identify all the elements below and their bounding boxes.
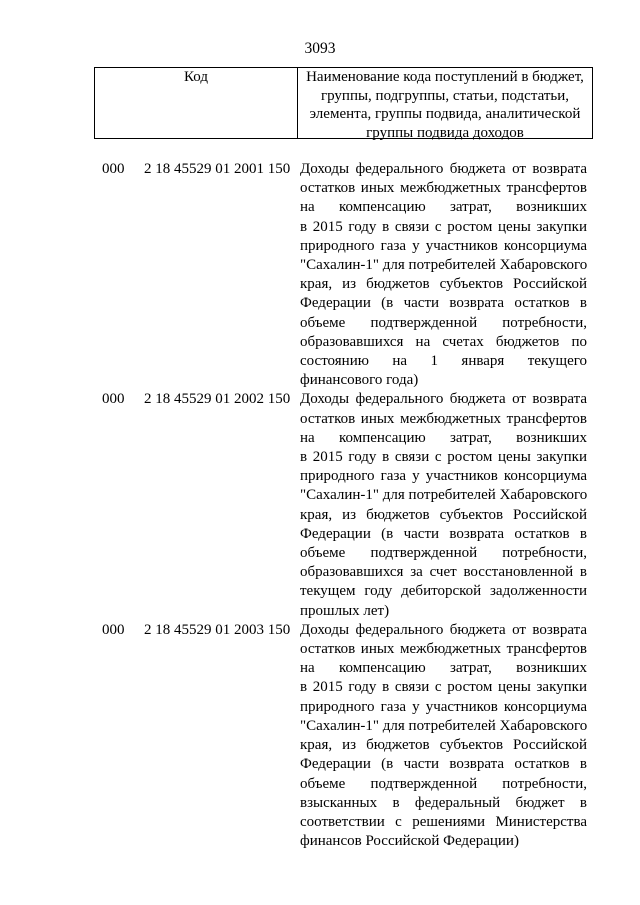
header-name-line: элемента, группы подвида, аналитической — [309, 106, 581, 122]
description-line: края, из бюджетов субъектов Российской — [300, 737, 587, 754]
description-line: в 2015 году в связи с ростом цены закупки — [300, 218, 587, 235]
income-code: 2 18 45529 01 2003 150 — [144, 621, 291, 638]
description-line: на компенсацию затрат, возникших — [300, 199, 587, 216]
description-line: "Сахалин-1" для потребителей Хабаровского — [300, 717, 588, 734]
admin-code: 000 — [102, 161, 125, 177]
description-line: Федерации (в части возврата остатков в — [300, 525, 587, 542]
description-line: природного газа у участников консорциума — [300, 468, 587, 485]
description-line: "Сахалин-1" для потребителей Хабаровского — [300, 257, 588, 274]
description-line: края, из бюджетов субъектов Российской — [300, 276, 587, 293]
income-description — [300, 621, 587, 851]
description-line: на компенсацию затрат, возникших — [300, 660, 587, 677]
header-name-line: группы, подгруппы, статьи, подстатьи, — [320, 87, 570, 104]
page-number: 3093 — [304, 40, 336, 57]
admin-code: 000 — [102, 621, 125, 638]
header-code-column: Код — [95, 68, 298, 138]
income-description — [300, 160, 587, 390]
description-line: объеме подтвержденной потребности, — [300, 314, 587, 331]
description-line: на компенсацию затрат, возникших — [300, 429, 587, 446]
description-line: "Сахалин-1" для потребителей Хабаровского — [300, 487, 588, 504]
description-line: в 2015 году в связи с ростом цены закупки — [300, 449, 587, 466]
description-line: прошлых лет) — [300, 602, 390, 619]
income-code: 2 18 45529 01 2001 150 — [144, 161, 291, 177]
description-line: финансового года) — [300, 372, 419, 389]
description-line: финансов Российской Федерации) — [300, 833, 519, 850]
description-line: объеме подтвержденной потребности, — [300, 775, 587, 792]
description-line: образовавшихся на счетах бюджетов по — [300, 333, 587, 350]
admin-code: 000 — [102, 391, 125, 408]
description-line: состоянию на 1 января текущего — [300, 353, 587, 370]
description-line: остатков иных межбюджетных трансфертов — [300, 641, 587, 658]
description-line: соответствии с решениями Министерства — [300, 813, 587, 830]
description-line: Доходы федерального бюджета от возврата — [300, 161, 587, 177]
table-row — [0, 160, 640, 390]
description-line: взысканных в федеральный бюджет в — [300, 794, 587, 811]
table-body — [0, 160, 640, 851]
table-row — [0, 390, 640, 620]
description-line: Федерации (в части возврата остатков в — [300, 295, 587, 312]
header-name-line: группы подвида доходов — [366, 124, 524, 141]
description-line: природного газа у участников консорциума — [300, 237, 587, 254]
table-header — [94, 67, 593, 139]
header-name-column — [298, 68, 592, 141]
table-row — [0, 621, 640, 851]
description-line: Доходы федерального бюджета от возврата — [300, 391, 587, 408]
description-line: края, из бюджетов субъектов Российской — [300, 506, 587, 523]
description-line: текущем году дебиторской задолженности — [300, 583, 587, 600]
income-code: 2 18 45529 01 2002 150 — [144, 391, 291, 408]
description-line: Доходы федерального бюджета от возврата — [300, 621, 587, 638]
description-line: остатков иных межбюджетных трансфертов — [300, 180, 587, 197]
description-line: объеме подтвержденной потребности, — [300, 545, 587, 562]
description-line: природного газа у участников консорциума — [300, 698, 587, 715]
income-description — [300, 390, 587, 620]
description-line: остатков иных межбюджетных трансфертов — [300, 410, 587, 427]
description-line: образовавшихся за счет восстановленной в — [300, 564, 587, 581]
header-name-line: Наименование кода поступлений в бюджет, — [306, 69, 584, 85]
description-line: Федерации (в части возврата остатков в — [300, 756, 587, 773]
description-line: в 2015 году в связи с ростом цены закупки — [300, 679, 587, 696]
